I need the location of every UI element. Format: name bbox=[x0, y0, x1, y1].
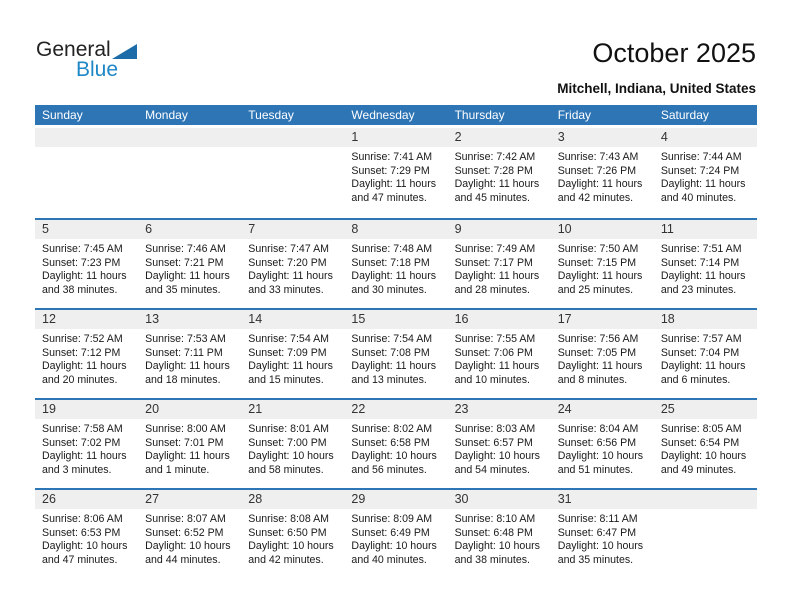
day-details bbox=[448, 419, 551, 477]
sunset-line: Sunset: 6:47 PM bbox=[557, 526, 637, 539]
daylight-line: Daylight: 11 hours and 23 minutes. bbox=[660, 270, 746, 296]
day-number: 28 bbox=[241, 490, 344, 509]
sunrise-line: Sunrise: 8:04 AM bbox=[557, 423, 639, 435]
day-details bbox=[448, 329, 551, 387]
logo-triangle-icon bbox=[112, 44, 137, 59]
day-cell-25 bbox=[654, 400, 757, 488]
weekday-header-thursday: Thursday bbox=[454, 108, 505, 122]
day-details bbox=[551, 239, 654, 297]
daylight-line: Daylight: 11 hours and 13 minutes. bbox=[351, 360, 437, 386]
day-number: 14 bbox=[241, 310, 344, 329]
day-details bbox=[241, 329, 344, 387]
day-number: 20 bbox=[138, 400, 241, 419]
day-number: 10 bbox=[551, 220, 654, 239]
day-number bbox=[654, 490, 757, 509]
logo-text-blue: Blue bbox=[76, 58, 119, 81]
weekday-header-sunday: Sunday bbox=[42, 108, 83, 122]
sunset-line: Sunset: 7:00 PM bbox=[248, 436, 327, 449]
sunrise-line: Sunrise: 8:03 AM bbox=[454, 423, 536, 435]
daylight-line: Daylight: 10 hours and 42 minutes. bbox=[248, 540, 334, 566]
sunset-line: Sunset: 6:58 PM bbox=[351, 436, 430, 449]
sunrise-line: Sunrise: 8:06 AM bbox=[42, 513, 123, 525]
day-number: 18 bbox=[654, 310, 757, 329]
sunset-line: Sunset: 7:11 PM bbox=[145, 346, 223, 359]
day-number: 24 bbox=[551, 400, 654, 419]
day-number: 16 bbox=[448, 310, 551, 329]
sunrise-line: Sunrise: 8:00 AM bbox=[145, 423, 226, 435]
sunrise-line: Sunrise: 7:56 AM bbox=[557, 333, 639, 345]
day-cell-15 bbox=[344, 310, 447, 398]
sunrise-line: Sunrise: 7:45 AM bbox=[42, 243, 123, 255]
sunset-line: Sunset: 7:23 PM bbox=[42, 256, 121, 269]
day-number: 27 bbox=[138, 490, 241, 509]
sunset-line: Sunset: 7:21 PM bbox=[145, 256, 224, 269]
day-number: 21 bbox=[241, 400, 344, 419]
weekday-header-wednesday: Wednesday bbox=[351, 108, 415, 122]
day-details bbox=[35, 509, 138, 567]
sunrise-line: Sunrise: 7:47 AM bbox=[248, 243, 329, 255]
daylight-line: Daylight: 11 hours and 40 minutes. bbox=[660, 178, 746, 204]
sunrise-line: Sunrise: 8:01 AM bbox=[248, 423, 329, 435]
day-cell-23 bbox=[448, 400, 551, 488]
day-details bbox=[448, 147, 551, 205]
day-number: 11 bbox=[654, 220, 757, 239]
day-details bbox=[448, 239, 551, 297]
day-number: 17 bbox=[551, 310, 654, 329]
daylight-line: Daylight: 11 hours and 42 minutes. bbox=[557, 178, 643, 204]
sunset-line: Sunset: 7:29 PM bbox=[351, 164, 430, 177]
daylight-line: Daylight: 10 hours and 47 minutes. bbox=[42, 540, 128, 566]
sunset-line: Sunset: 6:48 PM bbox=[454, 526, 533, 539]
sunrise-line: Sunrise: 7:42 AM bbox=[454, 151, 536, 163]
daylight-line: Daylight: 10 hours and 40 minutes. bbox=[351, 540, 437, 566]
daylight-line: Daylight: 11 hours and 47 minutes. bbox=[351, 178, 437, 204]
day-number bbox=[138, 128, 241, 147]
week-row-2 bbox=[35, 218, 757, 308]
day-details bbox=[551, 419, 654, 477]
day-cell-29 bbox=[344, 490, 447, 578]
day-cell-21 bbox=[241, 400, 344, 488]
day-cell-empty bbox=[654, 490, 757, 578]
day-details bbox=[654, 329, 757, 387]
day-details bbox=[344, 419, 447, 477]
day-cell-26 bbox=[35, 490, 138, 578]
day-number: 9 bbox=[448, 220, 551, 239]
day-cell-20 bbox=[138, 400, 241, 488]
day-cell-1 bbox=[344, 128, 447, 218]
generalblue-logo bbox=[36, 38, 137, 82]
sunrise-line: Sunrise: 7:46 AM bbox=[145, 243, 226, 255]
daylight-line: Daylight: 10 hours and 38 minutes. bbox=[454, 540, 540, 566]
sunset-line: Sunset: 7:08 PM bbox=[351, 346, 430, 359]
weeks-container bbox=[35, 128, 757, 578]
day-number: 13 bbox=[138, 310, 241, 329]
day-cell-31 bbox=[551, 490, 654, 578]
sunrise-line: Sunrise: 8:02 AM bbox=[351, 423, 433, 435]
sunset-line: Sunset: 7:09 PM bbox=[248, 346, 327, 359]
day-cell-4 bbox=[654, 128, 757, 218]
day-cell-9 bbox=[448, 220, 551, 308]
daylight-line: Daylight: 11 hours and 33 minutes. bbox=[248, 270, 333, 296]
day-details bbox=[654, 239, 757, 297]
logo-text-general: General bbox=[36, 38, 111, 61]
day-number: 19 bbox=[35, 400, 138, 419]
sunrise-line: Sunrise: 7:50 AM bbox=[557, 243, 639, 255]
day-details bbox=[138, 329, 241, 387]
day-details bbox=[241, 239, 344, 297]
title-block bbox=[557, 38, 756, 96]
day-cell-12 bbox=[35, 310, 138, 398]
day-number: 2 bbox=[448, 128, 551, 147]
day-cell-5 bbox=[35, 220, 138, 308]
day-cell-empty bbox=[35, 128, 138, 218]
day-number: 1 bbox=[344, 128, 447, 147]
daylight-line: Daylight: 10 hours and 35 minutes. bbox=[557, 540, 644, 566]
calendar-grid bbox=[35, 105, 757, 578]
daylight-line: Daylight: 11 hours and 18 minutes. bbox=[145, 360, 230, 386]
day-details bbox=[448, 509, 551, 567]
sunset-line: Sunset: 6:53 PM bbox=[42, 526, 121, 539]
week-row-3 bbox=[35, 308, 757, 398]
daylight-line: Daylight: 11 hours and 38 minutes. bbox=[42, 270, 127, 296]
sunset-line: Sunset: 7:01 PM bbox=[145, 436, 224, 449]
sunset-line: Sunset: 6:49 PM bbox=[351, 526, 430, 539]
daylight-line: Daylight: 11 hours and 35 minutes. bbox=[145, 270, 230, 296]
day-number: 3 bbox=[551, 128, 654, 147]
daylight-line: Daylight: 10 hours and 49 minutes. bbox=[660, 450, 747, 476]
day-details bbox=[35, 239, 138, 297]
sunrise-line: Sunrise: 7:54 AM bbox=[351, 333, 433, 345]
sunset-line: Sunset: 6:56 PM bbox=[557, 436, 637, 449]
sunrise-line: Sunrise: 7:57 AM bbox=[660, 333, 742, 345]
sunrise-line: Sunrise: 8:09 AM bbox=[351, 513, 433, 525]
day-cell-30 bbox=[448, 490, 551, 578]
day-cell-2 bbox=[448, 128, 551, 218]
day-cell-27 bbox=[138, 490, 241, 578]
weekday-header-saturday: Saturday bbox=[660, 108, 709, 122]
sunset-line: Sunset: 7:05 PM bbox=[557, 346, 637, 359]
daylight-line: Daylight: 11 hours and 20 minutes. bbox=[42, 360, 127, 386]
day-details bbox=[551, 509, 654, 567]
sunset-line: Sunset: 7:02 PM bbox=[42, 436, 121, 449]
weekday-header-monday: Monday bbox=[145, 108, 188, 122]
daylight-line: Daylight: 11 hours and 1 minute. bbox=[145, 450, 230, 476]
daylight-line: Daylight: 11 hours and 10 minutes. bbox=[454, 360, 540, 386]
daylight-line: Daylight: 11 hours and 28 minutes. bbox=[454, 270, 540, 296]
day-cell-28 bbox=[241, 490, 344, 578]
sunrise-line: Sunrise: 8:11 AM bbox=[557, 513, 638, 525]
day-details bbox=[138, 419, 241, 477]
day-cell-empty bbox=[138, 128, 241, 218]
daylight-line: Daylight: 11 hours and 45 minutes. bbox=[454, 178, 540, 204]
daylight-line: Daylight: 11 hours and 8 minutes. bbox=[557, 360, 643, 386]
sunrise-line: Sunrise: 7:49 AM bbox=[454, 243, 536, 255]
day-cell-16 bbox=[448, 310, 551, 398]
day-number: 29 bbox=[344, 490, 447, 509]
day-cell-8 bbox=[344, 220, 447, 308]
sunset-line: Sunset: 6:52 PM bbox=[145, 526, 224, 539]
sunrise-line: Sunrise: 7:43 AM bbox=[557, 151, 639, 163]
day-details bbox=[344, 509, 447, 567]
day-cell-empty bbox=[241, 128, 344, 218]
sunrise-line: Sunrise: 7:53 AM bbox=[145, 333, 226, 345]
day-number: 22 bbox=[344, 400, 447, 419]
daylight-line: Daylight: 10 hours and 56 minutes. bbox=[351, 450, 437, 476]
day-number bbox=[241, 128, 344, 147]
sunset-line: Sunset: 7:14 PM bbox=[660, 256, 740, 269]
sunrise-line: Sunrise: 7:52 AM bbox=[42, 333, 123, 345]
day-details bbox=[551, 329, 654, 387]
day-number: 12 bbox=[35, 310, 138, 329]
day-cell-18 bbox=[654, 310, 757, 398]
daylight-line: Daylight: 10 hours and 54 minutes. bbox=[454, 450, 540, 476]
day-cell-24 bbox=[551, 400, 654, 488]
day-number: 30 bbox=[448, 490, 551, 509]
day-cell-17 bbox=[551, 310, 654, 398]
day-cell-3 bbox=[551, 128, 654, 218]
sunrise-line: Sunrise: 7:48 AM bbox=[351, 243, 433, 255]
location-subtitle: Mitchell, Indiana, United States bbox=[557, 81, 756, 96]
day-number: 26 bbox=[35, 490, 138, 509]
day-cell-13 bbox=[138, 310, 241, 398]
sunset-line: Sunset: 6:54 PM bbox=[660, 436, 740, 449]
daylight-line: Daylight: 11 hours and 30 minutes. bbox=[351, 270, 437, 296]
day-details bbox=[344, 329, 447, 387]
page-title: October 2025 bbox=[592, 38, 756, 68]
week-row-1 bbox=[35, 128, 757, 218]
sunrise-line: Sunrise: 8:08 AM bbox=[248, 513, 329, 525]
sunset-line: Sunset: 7:06 PM bbox=[454, 346, 533, 359]
day-cell-10 bbox=[551, 220, 654, 308]
week-row-4 bbox=[35, 398, 757, 488]
week-row-5 bbox=[35, 488, 757, 578]
day-cell-14 bbox=[241, 310, 344, 398]
sunrise-line: Sunrise: 7:51 AM bbox=[660, 243, 742, 255]
day-details bbox=[241, 419, 344, 477]
day-number: 6 bbox=[138, 220, 241, 239]
daylight-line: Daylight: 10 hours and 58 minutes. bbox=[248, 450, 334, 476]
sunset-line: Sunset: 7:20 PM bbox=[248, 256, 327, 269]
day-number: 25 bbox=[654, 400, 757, 419]
day-details bbox=[241, 509, 344, 567]
sunset-line: Sunset: 7:28 PM bbox=[454, 164, 533, 177]
day-number: 5 bbox=[35, 220, 138, 239]
day-details bbox=[344, 239, 447, 297]
sunrise-line: Sunrise: 8:05 AM bbox=[660, 423, 742, 435]
sunrise-line: Sunrise: 7:58 AM bbox=[42, 423, 123, 435]
day-cell-7 bbox=[241, 220, 344, 308]
day-cell-22 bbox=[344, 400, 447, 488]
daylight-line: Daylight: 10 hours and 51 minutes. bbox=[557, 450, 644, 476]
sunrise-line: Sunrise: 7:54 AM bbox=[248, 333, 329, 345]
weekday-header-tuesday: Tuesday bbox=[248, 108, 294, 122]
weekday-header-row bbox=[35, 105, 757, 125]
daylight-line: Daylight: 10 hours and 44 minutes. bbox=[145, 540, 231, 566]
day-details bbox=[344, 147, 447, 205]
day-number: 31 bbox=[551, 490, 654, 509]
day-details bbox=[551, 147, 654, 205]
daylight-line: Daylight: 11 hours and 6 minutes. bbox=[660, 360, 746, 386]
day-cell-11 bbox=[654, 220, 757, 308]
day-cell-6 bbox=[138, 220, 241, 308]
sunset-line: Sunset: 7:24 PM bbox=[660, 164, 740, 177]
sunrise-line: Sunrise: 7:44 AM bbox=[660, 151, 742, 163]
sunrise-line: Sunrise: 7:41 AM bbox=[351, 151, 433, 163]
day-details bbox=[138, 239, 241, 297]
day-details bbox=[654, 419, 757, 477]
sunrise-line: Sunrise: 8:10 AM bbox=[454, 513, 536, 525]
daylight-line: Daylight: 11 hours and 3 minutes. bbox=[42, 450, 127, 476]
sunrise-line: Sunrise: 7:55 AM bbox=[454, 333, 536, 345]
sunset-line: Sunset: 7:12 PM bbox=[42, 346, 121, 359]
day-details bbox=[654, 147, 757, 205]
day-number: 7 bbox=[241, 220, 344, 239]
day-number: 4 bbox=[654, 128, 757, 147]
daylight-line: Daylight: 11 hours and 15 minutes. bbox=[248, 360, 333, 386]
day-number: 15 bbox=[344, 310, 447, 329]
day-number: 23 bbox=[448, 400, 551, 419]
sunrise-line: Sunrise: 8:07 AM bbox=[145, 513, 226, 525]
sunset-line: Sunset: 6:50 PM bbox=[248, 526, 327, 539]
sunset-line: Sunset: 7:04 PM bbox=[660, 346, 740, 359]
day-cell-19 bbox=[35, 400, 138, 488]
day-number bbox=[35, 128, 138, 147]
sunset-line: Sunset: 6:57 PM bbox=[454, 436, 533, 449]
daylight-line: Daylight: 11 hours and 25 minutes. bbox=[557, 270, 643, 296]
day-number: 8 bbox=[344, 220, 447, 239]
sunset-line: Sunset: 7:18 PM bbox=[351, 256, 430, 269]
day-details bbox=[138, 509, 241, 567]
day-details bbox=[35, 419, 138, 477]
sunset-line: Sunset: 7:17 PM bbox=[454, 256, 533, 269]
weekday-header-friday: Friday bbox=[557, 108, 592, 122]
sunset-line: Sunset: 7:15 PM bbox=[557, 256, 637, 269]
sunset-line: Sunset: 7:26 PM bbox=[557, 164, 637, 177]
day-details bbox=[35, 329, 138, 387]
